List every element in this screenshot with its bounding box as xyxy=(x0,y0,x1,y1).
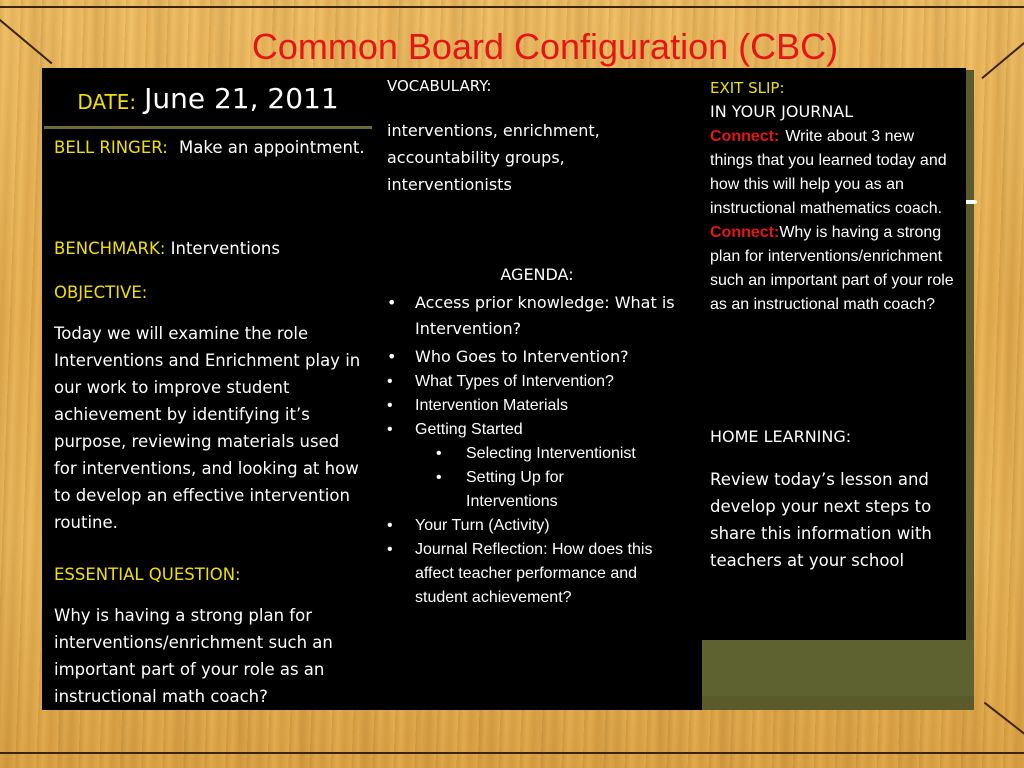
bell-ringer-label: BELL RINGER: xyxy=(54,138,168,157)
objective-label: OBJECTIVE: xyxy=(54,283,148,302)
agenda-item: • Journal Reflection: How does this affect teacher performance and student achievement? xyxy=(384,538,683,610)
exit-slip-connect-1 xyxy=(710,125,956,221)
bell-ringer-text: Make an appointment. xyxy=(179,138,365,157)
exit-slip-connect-2 xyxy=(710,221,956,317)
benchmark-label: BENCHMARK: xyxy=(54,239,166,258)
connect-text: Write about 3 new things that you learned today and how this will help you as an instructional mathematics coach. xyxy=(710,128,947,217)
agenda-item: • Your Turn (Activity) xyxy=(384,514,696,538)
benchmark-text: Interventions xyxy=(170,239,280,258)
connect-label: Connect: xyxy=(710,128,780,145)
agenda-list xyxy=(384,290,696,610)
frame-bottom-line xyxy=(0,752,1024,754)
date-row xyxy=(44,70,372,129)
agenda-item: • Who Goes to Intervention? xyxy=(384,344,696,370)
connect-text: Why is having a strong plan for interventions/enrichment such an important part of your role as an instructional math coach? xyxy=(710,224,954,313)
pin-icon xyxy=(965,200,977,204)
agenda-sub-item: • Setting Up for Interventions xyxy=(384,466,646,514)
agenda-item: • Intervention Materials xyxy=(384,394,696,418)
exit-slip xyxy=(710,77,960,317)
objective-text: Today we will examine the role Interventions and Enrichment play in our work to improve student achievement by identifying it’s purpose, reviewing materials used for interventions, and looking at how to develop an effective intervention routine. xyxy=(54,324,361,532)
vocabulary-text: interventions, enrichment, accountability groups, interventionists xyxy=(387,121,600,194)
board-lower-right xyxy=(700,640,974,696)
frame-diagonal-bottom-right xyxy=(984,702,1024,741)
home-learning-label: HOME LEARNING: xyxy=(710,427,852,446)
frame-top-line xyxy=(0,6,1024,8)
exit-slip-label: EXIT SLIP: xyxy=(710,79,785,97)
agenda-item: • Access prior knowledge: What is Intervention? xyxy=(384,290,696,342)
page-title: Common Board Configuration (CBC) xyxy=(251,26,839,67)
date-value: June 21, 2011 xyxy=(144,81,339,115)
essential-question-label: ESSENTIAL QUESTION: xyxy=(54,565,241,584)
agenda-label: AGENDA: xyxy=(500,265,574,284)
essential-question-text: Why is having a strong plan for interventions/enrichment such an important part of your role as an instructional math coach? xyxy=(54,606,333,706)
vocabulary-label: VOCABULARY: xyxy=(387,77,492,95)
agenda-item: • Getting Started xyxy=(384,418,696,442)
connect-label: Connect: xyxy=(710,224,780,241)
home-learning-text: Review today’s lesson and develop your next steps to share this information with teachers at your school xyxy=(710,470,932,570)
agenda-sub-item: • Selecting Interventionist xyxy=(384,442,696,466)
date-label: DATE: xyxy=(77,90,137,114)
agenda-item: • What Types of Intervention? xyxy=(384,370,696,394)
exit-slip-journal: IN YOUR JOURNAL xyxy=(710,102,854,121)
benchmark xyxy=(54,235,366,262)
bell-ringer xyxy=(54,134,366,161)
